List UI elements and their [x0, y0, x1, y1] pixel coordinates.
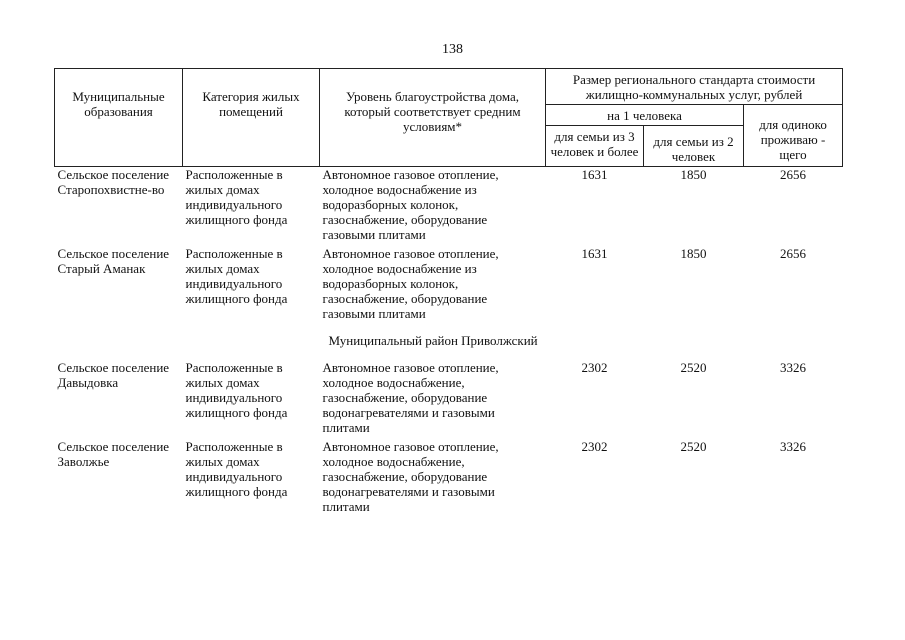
table-row: [55, 167, 843, 247]
header-level: Уровень благоустройства дома, который соответствует средним условиям*: [320, 69, 546, 167]
page-number: 138: [442, 42, 463, 57]
section-title: [320, 325, 843, 360]
single-value: 3326: [780, 360, 807, 375]
table-row: [55, 246, 843, 325]
level-cell: Автономное газовое отопление, холодное водоснабжение, газоснабжение, оборудование водонагревателями и газовыми плитами: [322, 439, 499, 514]
single-value: 2656: [780, 246, 807, 261]
section-title-text: Муниципальный район Приволжский: [328, 333, 538, 348]
family2-value: 2520: [680, 439, 707, 454]
header-standard-size: Размер регионального стандарта стоимости жилищно-коммунальных услуг, рублей: [546, 69, 843, 105]
table-row: [55, 439, 843, 518]
level-cell: Автономное газовое отопление, холодное водоснабжение, газоснабжение, оборудование водонагревателями и газовыми плитами: [322, 360, 499, 435]
regional-standard-table: [54, 68, 843, 518]
category-cell: Расположенные в жилых домах индивидуального жилищного фонда: [185, 246, 288, 306]
family3-value: 2302: [581, 439, 608, 454]
family3-value: 2302: [581, 360, 608, 375]
level-cell: Автономное газовое отопление, холодное водоснабжение из водоразборных колонок, газоснабжение, оборудование газовыми плитами: [322, 167, 499, 242]
table-row: [55, 360, 843, 439]
family2-value: 1850: [680, 167, 707, 182]
family3-value: 1631: [581, 246, 608, 261]
single-value: 2656: [780, 167, 807, 182]
header-single: для одиноко проживаю - щего: [744, 105, 843, 167]
header-per-person: на 1 человека: [546, 105, 744, 126]
header-family3: для семьи из 3 человек и более: [546, 126, 644, 167]
category-cell: Расположенные в жилых домах индивидуального жилищного фонда: [185, 360, 288, 420]
header-family2: для семьи из 2 человек: [644, 126, 744, 167]
level-cell: Автономное газовое отопление, холодное водоснабжение из водоразборных колонок, газоснабжение, оборудование газовыми плитами: [322, 246, 499, 321]
header-category: Категория жилых помещений: [183, 69, 320, 167]
municipality-cell: Сельское поселение Давыдовка: [57, 360, 170, 390]
table-body: [55, 167, 843, 519]
municipality-cell: Сельское поселение Старопохвистне-во: [57, 167, 170, 197]
single-value: 3326: [780, 439, 807, 454]
family2-value: 2520: [680, 360, 707, 375]
table-header: [55, 69, 843, 167]
header-municipal: Муниципальные образования: [55, 69, 183, 167]
category-cell: Расположенные в жилых домах индивидуального жилищного фонда: [185, 439, 288, 499]
category-cell: Расположенные в жилых домах индивидуального жилищного фонда: [185, 167, 288, 227]
municipality-cell: Сельское поселение Заволжье: [57, 439, 170, 469]
section-row: [55, 325, 843, 360]
family3-value: 1631: [581, 167, 608, 182]
municipality-cell: Сельское поселение Старый Аманак: [57, 246, 170, 276]
family2-value: 1850: [680, 246, 707, 261]
